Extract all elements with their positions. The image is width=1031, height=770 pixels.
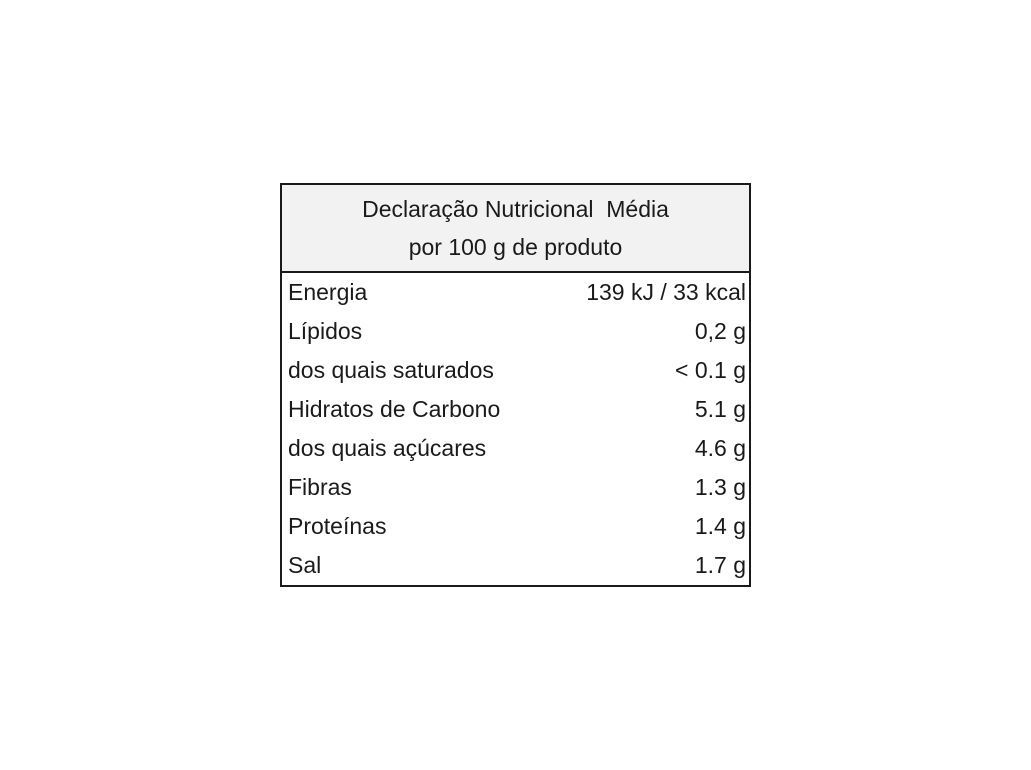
table-subtitle: por 100 g de produto: [408, 234, 623, 260]
nutrient-row-energia: [282, 273, 749, 312]
nutrient-value: 1.4 g: [694, 513, 746, 539]
nutrient-row-proteinas: [282, 507, 749, 546]
nutrient-value: 139 kJ / 33 kcal: [586, 279, 746, 305]
nutrient-label: dos quais saturados: [288, 357, 494, 383]
nutrient-label: dos quais açúcares: [288, 435, 487, 461]
nutrient-label: Sal: [288, 552, 322, 578]
nutrient-label: Proteínas: [288, 513, 387, 539]
nutrient-label: Fibras: [288, 474, 352, 500]
nutrition-table-header: [282, 185, 749, 273]
nutrient-label: Lípidos: [288, 318, 363, 344]
nutrient-label: Hidratos de Carbono: [288, 396, 501, 422]
nutrient-row-fibras: [282, 468, 749, 507]
nutrient-value: 1.3 g: [694, 474, 746, 500]
nutrient-row-saturados: [282, 351, 749, 390]
nutrient-label: Energia: [288, 279, 368, 305]
nutrient-value: < 0.1 g: [675, 357, 746, 383]
nutrient-row-acucares: [282, 429, 749, 468]
nutrient-value: 0,2 g: [694, 318, 746, 344]
nutrition-rows: [282, 273, 749, 585]
table-title: Declaração Nutricional Média: [362, 196, 669, 222]
nutrition-table: [280, 183, 751, 587]
nutrient-value: 1.7 g: [694, 552, 746, 578]
nutrient-row-lipidos: [282, 312, 749, 351]
nutrient-row-sal: [282, 546, 749, 585]
nutrient-row-hidratos: [282, 390, 749, 429]
nutrient-value: 5.1 g: [694, 396, 746, 422]
nutrient-value: 4.6 g: [694, 435, 746, 461]
